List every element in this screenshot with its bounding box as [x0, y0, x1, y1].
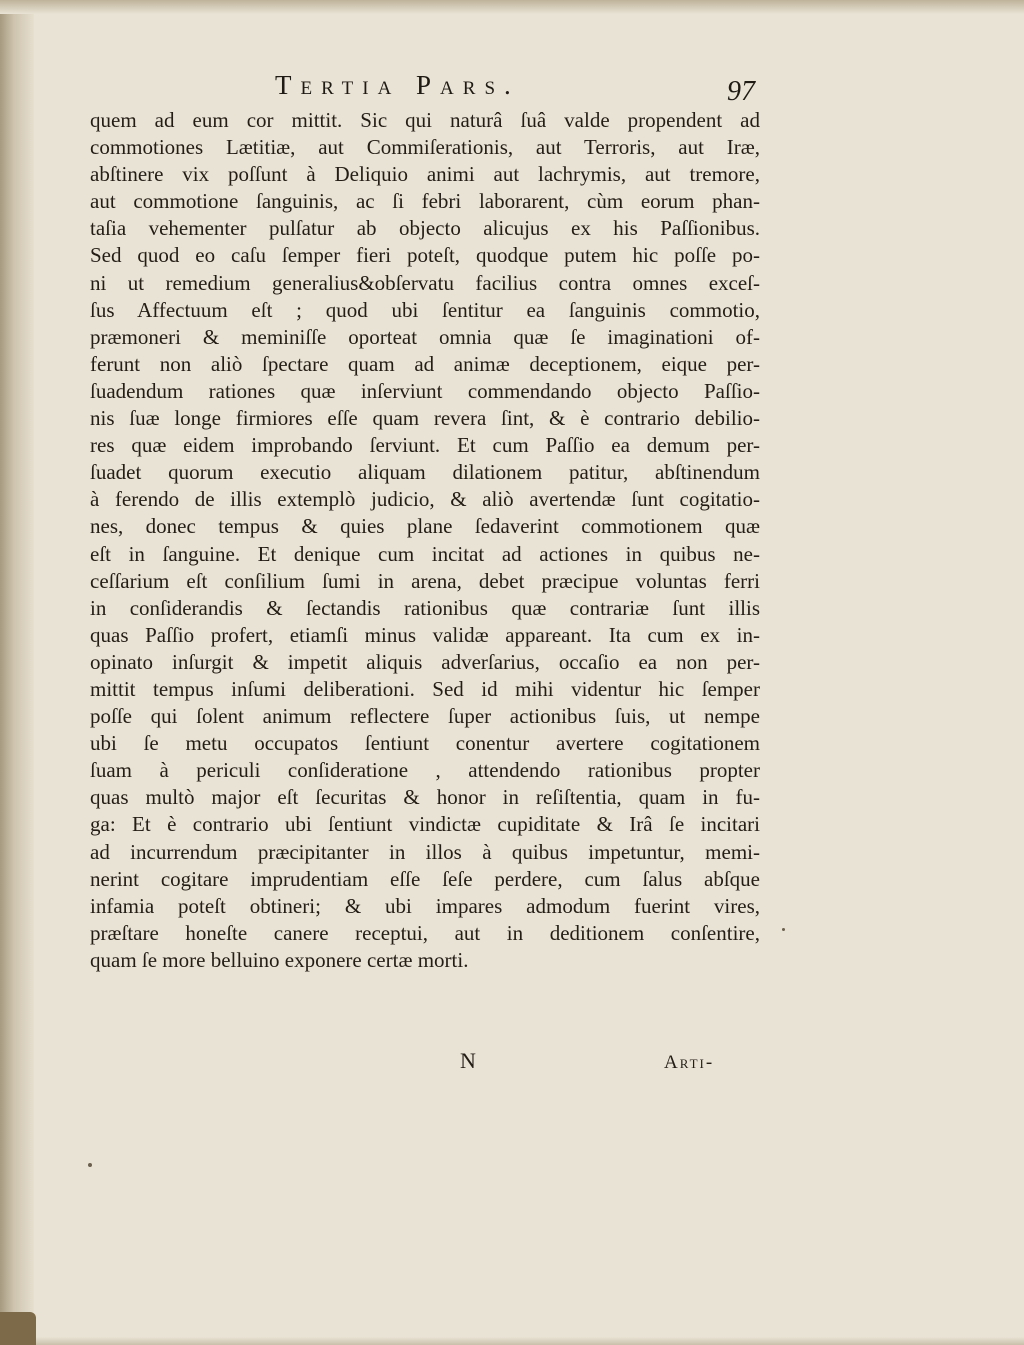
- text-line: opinato inſurgit & impetit aliquis adverſarius, occaſio ea non per-: [90, 649, 760, 674]
- text-line: ſuam à periculi conſideratione , attendendo rationibus propter: [90, 758, 760, 783]
- text-line: eſt in ſanguine. Et denique cum incitat ad actiones in quibus ne-: [90, 541, 760, 566]
- text-line: poſſe qui ſolent animum reflectere ſuper actionibus ſuis, ut nempe: [90, 704, 760, 729]
- text-line: taſia vehementer pulſatur ab objecto alicujus ex his Paſſionibus.: [90, 216, 760, 241]
- paper-speck: [88, 1163, 92, 1167]
- paper-speck: [782, 928, 785, 931]
- text-line: ſus Affectuum eſt ; quod ubi ſentitur ea ſanguinis commotio,: [90, 297, 760, 322]
- signature-mark: N: [460, 1048, 476, 1073]
- text-line: ceſſarium eſt conſilium ſumi in arena, debet præcipue voluntas ferri: [90, 568, 760, 593]
- text-line: quem ad eum cor mittit. Sic qui naturâ ſuâ valde propendent ad: [90, 108, 760, 132]
- text-line: præmoneri & meminiſſe oporteat omnia quæ ſe imaginationi of-: [90, 324, 760, 349]
- catchword: Arti-: [664, 1052, 715, 1073]
- text-line: in conſiderandis & ſectandis rationibus quæ contrariæ ſunt illis: [90, 595, 760, 620]
- text-line: commotiones Lætitiæ, aut Commiſerationis, aut Terroris, aut Iræ,: [90, 135, 760, 160]
- text-line: Sed quod eo caſu ſemper fieri poteſt, quodque putem hic poſſe po-: [90, 243, 760, 268]
- page-header: [95, 66, 760, 108]
- text-line: ad incurrendum præcipitanter in illos à quibus impetuntur, memi-: [90, 839, 760, 864]
- text-line: nes, donec tempus & quies plane ſedaverint commotionem quæ: [90, 514, 760, 539]
- text-line: ga: Et è contrario ubi ſentiunt vindictæ cupiditate & Irâ ſe incitari: [90, 812, 760, 837]
- text-line: quas multò major eſt ſecuritas & honor in reſiſtentia, quam in fu-: [90, 785, 760, 810]
- text-line: à ferendo de illis extemplò judicio, & aliò avertendæ ſunt cogitatio-: [90, 487, 760, 512]
- body-text: [90, 107, 760, 974]
- text-line: quas Paſſio profert, etiamſi minus validæ appareant. Ita cum ex in-: [90, 622, 760, 647]
- text-line: aut commotione ſanguinis, ac ſi febri laborarent, cùm eorum phan-: [90, 189, 760, 214]
- text-line: infamia poteſt obtineri; & ubi impares admodum fuerint vires,: [90, 893, 760, 918]
- page-top-edge: [0, 0, 1024, 14]
- text-line: præſtare honeſte canere receptui, aut in deditionem conſentire,: [90, 920, 760, 945]
- text-line: ſuadendum rationes quæ inſerviunt commendando objecto Paſſio-: [90, 378, 760, 403]
- page-number: 97: [727, 76, 755, 107]
- page-bottom-edge: [0, 1337, 1024, 1345]
- text-line: abſtinere vix poſſunt à Deliquio animi aut lachrymis, aut tremore,: [90, 162, 760, 187]
- binding-corner: [0, 1312, 36, 1345]
- text-line: quam ſe more belluino exponere certæ morti.: [90, 947, 469, 972]
- text-line: nis ſuæ longe firmiores eſſe quam revera ſint, & è contrario debilio-: [90, 406, 760, 431]
- text-line: nerint cogitare imprudentiam eſſe ſeſe perdere, cum ſalus abſque: [90, 866, 760, 891]
- text-line: ubi ſe metu occupatos ſentiunt conentur avertere cogitationem: [90, 731, 760, 756]
- text-line: mittit tempus inſumi deliberationi. Sed id mihi videntur hic ſemper: [90, 676, 760, 701]
- text-line: ferunt non aliò ſpectare quam ad animæ deceptionem, eique per-: [90, 351, 760, 376]
- running-title: Tertia Pars.: [275, 70, 520, 100]
- page-footer: [90, 1048, 770, 1088]
- page-gutter-shadow: [0, 0, 34, 1345]
- text-line: ſuadet quorum executio aliquam dilationem patitur, abſtinendum: [90, 460, 760, 485]
- text-line: ni ut remedium generalius&obſervatu facilius contra omnes exceſ-: [90, 270, 760, 295]
- text-line: res quæ eidem improbando ſerviunt. Et cum Paſſio ea demum per-: [90, 433, 760, 458]
